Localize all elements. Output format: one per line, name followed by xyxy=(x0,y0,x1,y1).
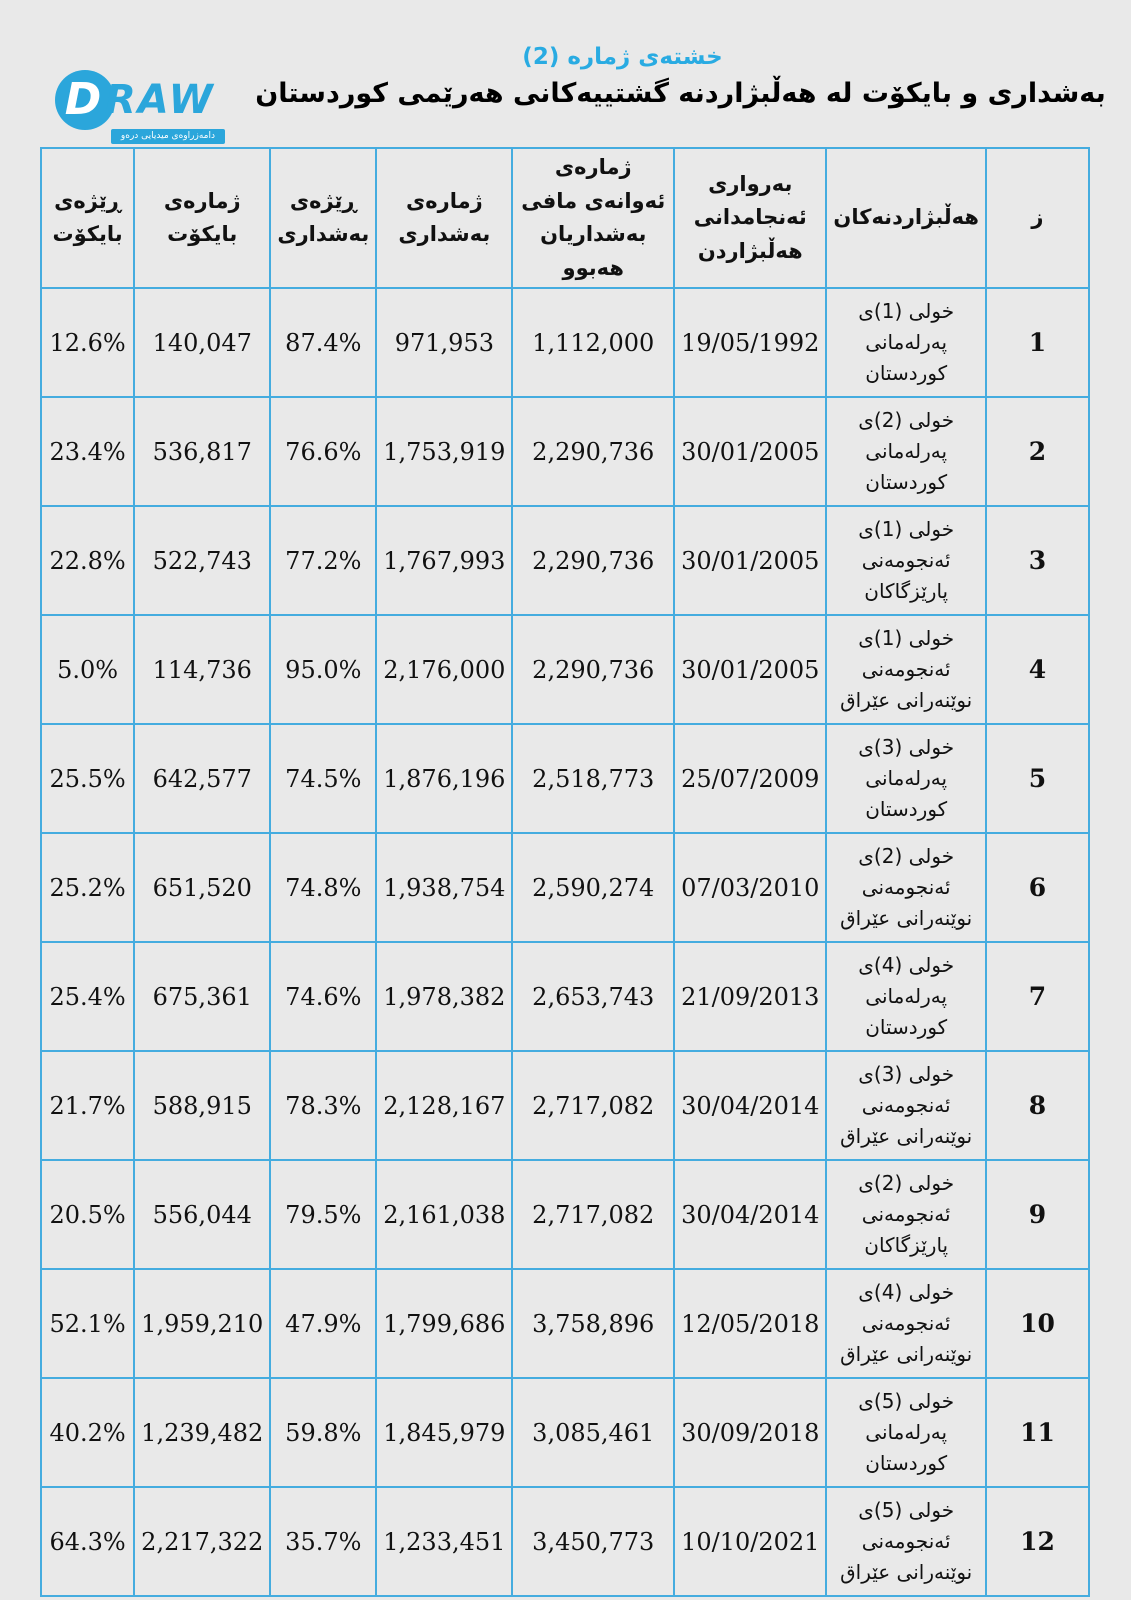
table-row xyxy=(41,1160,1089,1269)
cell-participation-rate: 74.5% xyxy=(270,724,376,833)
cell-eligible-voters: 2,653,743 xyxy=(512,942,674,1051)
cell-participation-rate: 74.8% xyxy=(270,833,376,942)
cell-participants: 2,176,000 xyxy=(376,615,512,724)
cell-participants: 1,233,451 xyxy=(376,1487,512,1596)
column-header-participants: ژمارەی بەشداری xyxy=(376,148,512,288)
cell-election-date: 07/03/2010 xyxy=(674,833,826,942)
table-row xyxy=(41,615,1089,724)
cell-row-number: 6 xyxy=(986,833,1089,942)
cell-election-name: خولی (1)ی ئەنجومەنی پارێزگاکان xyxy=(826,506,986,615)
cell-participation-rate: 87.4% xyxy=(270,288,376,397)
cell-boycott-rate: 25.4% xyxy=(41,942,134,1051)
cell-eligible-voters: 2,290,736 xyxy=(512,615,674,724)
table-row xyxy=(41,1487,1089,1596)
cell-election-name: خولی (2)ی ئەنجومەنی نوێنەرانی عێراق xyxy=(826,833,986,942)
table-row xyxy=(41,506,1089,615)
cell-boycott-rate: 5.0% xyxy=(41,615,134,724)
cell-boycott-count: 675,361 xyxy=(134,942,270,1051)
table-row xyxy=(41,724,1089,833)
cell-boycott-count: 2,217,322 xyxy=(134,1487,270,1596)
cell-boycott-rate: 52.1% xyxy=(41,1269,134,1378)
cell-eligible-voters: 2,717,082 xyxy=(512,1051,674,1160)
cell-boycott-count: 642,577 xyxy=(134,724,270,833)
cell-election-name: خولی (5)ی پەرلەمانی کوردستان xyxy=(826,1378,986,1487)
cell-election-name: خولی (3)ی پەرلەمانی کوردستان xyxy=(826,724,986,833)
cell-election-date: 21/09/2013 xyxy=(674,942,826,1051)
cell-participants: 1,938,754 xyxy=(376,833,512,942)
cell-participants: 1,753,919 xyxy=(376,397,512,506)
cell-participation-rate: 77.2% xyxy=(270,506,376,615)
elections-table xyxy=(40,147,1090,1597)
cell-participants: 1,845,979 xyxy=(376,1378,512,1487)
cell-boycott-count: 140,047 xyxy=(134,288,270,397)
cell-eligible-voters: 3,450,773 xyxy=(512,1487,674,1596)
cell-boycott-rate: 20.5% xyxy=(41,1160,134,1269)
cell-election-name: خولی (1)ی پەرلەمانی کوردستان xyxy=(826,288,986,397)
cell-boycott-rate: 40.2% xyxy=(41,1378,134,1487)
table-row xyxy=(41,942,1089,1051)
cell-eligible-voters: 2,518,773 xyxy=(512,724,674,833)
cell-eligible-voters: 2,590,274 xyxy=(512,833,674,942)
cell-boycott-count: 1,239,482 xyxy=(134,1378,270,1487)
cell-eligible-voters: 2,717,082 xyxy=(512,1160,674,1269)
cell-boycott-count: 556,044 xyxy=(134,1160,270,1269)
cell-boycott-rate: 23.4% xyxy=(41,397,134,506)
column-header-boycott-rate: ڕێژەی بایکۆت xyxy=(41,148,134,288)
table-row xyxy=(41,1269,1089,1378)
cell-row-number: 7 xyxy=(986,942,1089,1051)
cell-boycott-rate: 25.5% xyxy=(41,724,134,833)
cell-participants: 1,876,196 xyxy=(376,724,512,833)
cell-boycott-count: 588,915 xyxy=(134,1051,270,1160)
cell-participants: 1,799,686 xyxy=(376,1269,512,1378)
cell-participants: 1,767,993 xyxy=(376,506,512,615)
table-container xyxy=(40,147,1090,1597)
cell-participation-rate: 47.9% xyxy=(270,1269,376,1378)
column-header-election-date: بەرواری ئەنجامدانی هەڵبژاردن xyxy=(674,148,826,288)
cell-participation-rate: 76.6% xyxy=(270,397,376,506)
cell-participants: 2,128,167 xyxy=(376,1051,512,1160)
cell-participants: 971,953 xyxy=(376,288,512,397)
table-row xyxy=(41,1378,1089,1487)
cell-participants: 2,161,038 xyxy=(376,1160,512,1269)
column-header-boycott-count: ژمارەی بایکۆت xyxy=(134,148,270,288)
cell-participation-rate: 79.5% xyxy=(270,1160,376,1269)
table-row xyxy=(41,397,1089,506)
cell-eligible-voters: 3,085,461 xyxy=(512,1378,674,1487)
cell-participation-rate: 95.0% xyxy=(270,615,376,724)
cell-election-date: 30/01/2005 xyxy=(674,615,826,724)
cell-row-number: 1 xyxy=(986,288,1089,397)
column-header-eligible-voters: ژمارەی ئەوانەی مافی بەشداریان هەبوو xyxy=(512,148,674,288)
cell-row-number: 9 xyxy=(986,1160,1089,1269)
cell-boycott-rate: 25.2% xyxy=(41,833,134,942)
cell-boycott-rate: 64.3% xyxy=(41,1487,134,1596)
cell-election-name: خولی (2)ی پەرلەمانی کوردستان xyxy=(826,397,986,506)
cell-election-date: 25/07/2009 xyxy=(674,724,826,833)
cell-row-number: 10 xyxy=(986,1269,1089,1378)
title-block xyxy=(230,44,1131,109)
draw-logo-row xyxy=(55,70,225,130)
cell-election-date: 30/01/2005 xyxy=(674,397,826,506)
cell-election-date: 30/04/2014 xyxy=(674,1051,826,1160)
cell-election-name: خولی (2)ی ئەنجومەنی پارێزگاکان xyxy=(826,1160,986,1269)
table-body xyxy=(41,288,1089,1596)
column-header-elections: هەڵبژاردنەکان xyxy=(826,148,986,288)
draw-logo-d-letter: D xyxy=(64,74,102,125)
cell-participation-rate: 74.6% xyxy=(270,942,376,1051)
cell-participants: 1,978,382 xyxy=(376,942,512,1051)
cell-boycott-count: 651,520 xyxy=(134,833,270,942)
cell-boycott-count: 114,736 xyxy=(134,615,270,724)
page-subtitle: بەشداری و بایکۆت له هەڵبژاردنه گشتییەکانی هەرێمی کوردستان xyxy=(255,78,1106,109)
draw-logo-raw-text: RAW xyxy=(105,77,215,123)
cell-boycott-count: 522,743 xyxy=(134,506,270,615)
cell-eligible-voters: 1,112,000 xyxy=(512,288,674,397)
cell-boycott-rate: 21.7% xyxy=(41,1051,134,1160)
cell-election-name: خولی (3)ی ئەنجومەنی نوێنەرانی عێراق xyxy=(826,1051,986,1160)
cell-participation-rate: 59.8% xyxy=(270,1378,376,1487)
cell-boycott-rate: 12.6% xyxy=(41,288,134,397)
cell-election-name: خولی (4)ی ئەنجومەنی نوێنەرانی عێراق xyxy=(826,1269,986,1378)
cell-election-name: خولی (1)ی ئەنجومەنی نوێنەرانی عێراق xyxy=(826,615,986,724)
cell-boycott-count: 1,959,210 xyxy=(134,1269,270,1378)
cell-participation-rate: 35.7% xyxy=(270,1487,376,1596)
cell-election-name: خولی (5)ی ئەنجومەنی نوێنەرانی عێراق xyxy=(826,1487,986,1596)
cell-election-date: 19/05/1992 xyxy=(674,288,826,397)
draw-logo xyxy=(55,70,225,140)
table-row xyxy=(41,1051,1089,1160)
draw-logo-tagline: دامەزراوەی میدیایی درەو xyxy=(111,129,225,144)
cell-boycott-count: 536,817 xyxy=(134,397,270,506)
page-title: خشتەی ژماره (2) xyxy=(522,44,723,70)
cell-participation-rate: 78.3% xyxy=(270,1051,376,1160)
cell-row-number: 2 xyxy=(986,397,1089,506)
column-header-row-number: ز xyxy=(986,148,1089,288)
column-header-participation-rate: ڕێژەی بەشداری xyxy=(270,148,376,288)
cell-row-number: 5 xyxy=(986,724,1089,833)
cell-boycott-rate: 22.8% xyxy=(41,506,134,615)
cell-row-number: 12 xyxy=(986,1487,1089,1596)
cell-election-date: 30/09/2018 xyxy=(674,1378,826,1487)
cell-election-name: خولی (4)ی پەرلەمانی کوردستان xyxy=(826,942,986,1051)
table-row xyxy=(41,833,1089,942)
cell-eligible-voters: 2,290,736 xyxy=(512,506,674,615)
cell-election-date: 12/05/2018 xyxy=(674,1269,826,1378)
cell-row-number: 3 xyxy=(986,506,1089,615)
cell-row-number: 4 xyxy=(986,615,1089,724)
cell-election-date: 30/01/2005 xyxy=(674,506,826,615)
cell-election-date: 30/04/2014 xyxy=(674,1160,826,1269)
cell-election-date: 10/10/2021 xyxy=(674,1487,826,1596)
table-row xyxy=(41,288,1089,397)
cell-row-number: 11 xyxy=(986,1378,1089,1487)
header-row xyxy=(41,148,1089,288)
cell-eligible-voters: 3,758,896 xyxy=(512,1269,674,1378)
cell-eligible-voters: 2,290,736 xyxy=(512,397,674,506)
cell-row-number: 8 xyxy=(986,1051,1089,1160)
